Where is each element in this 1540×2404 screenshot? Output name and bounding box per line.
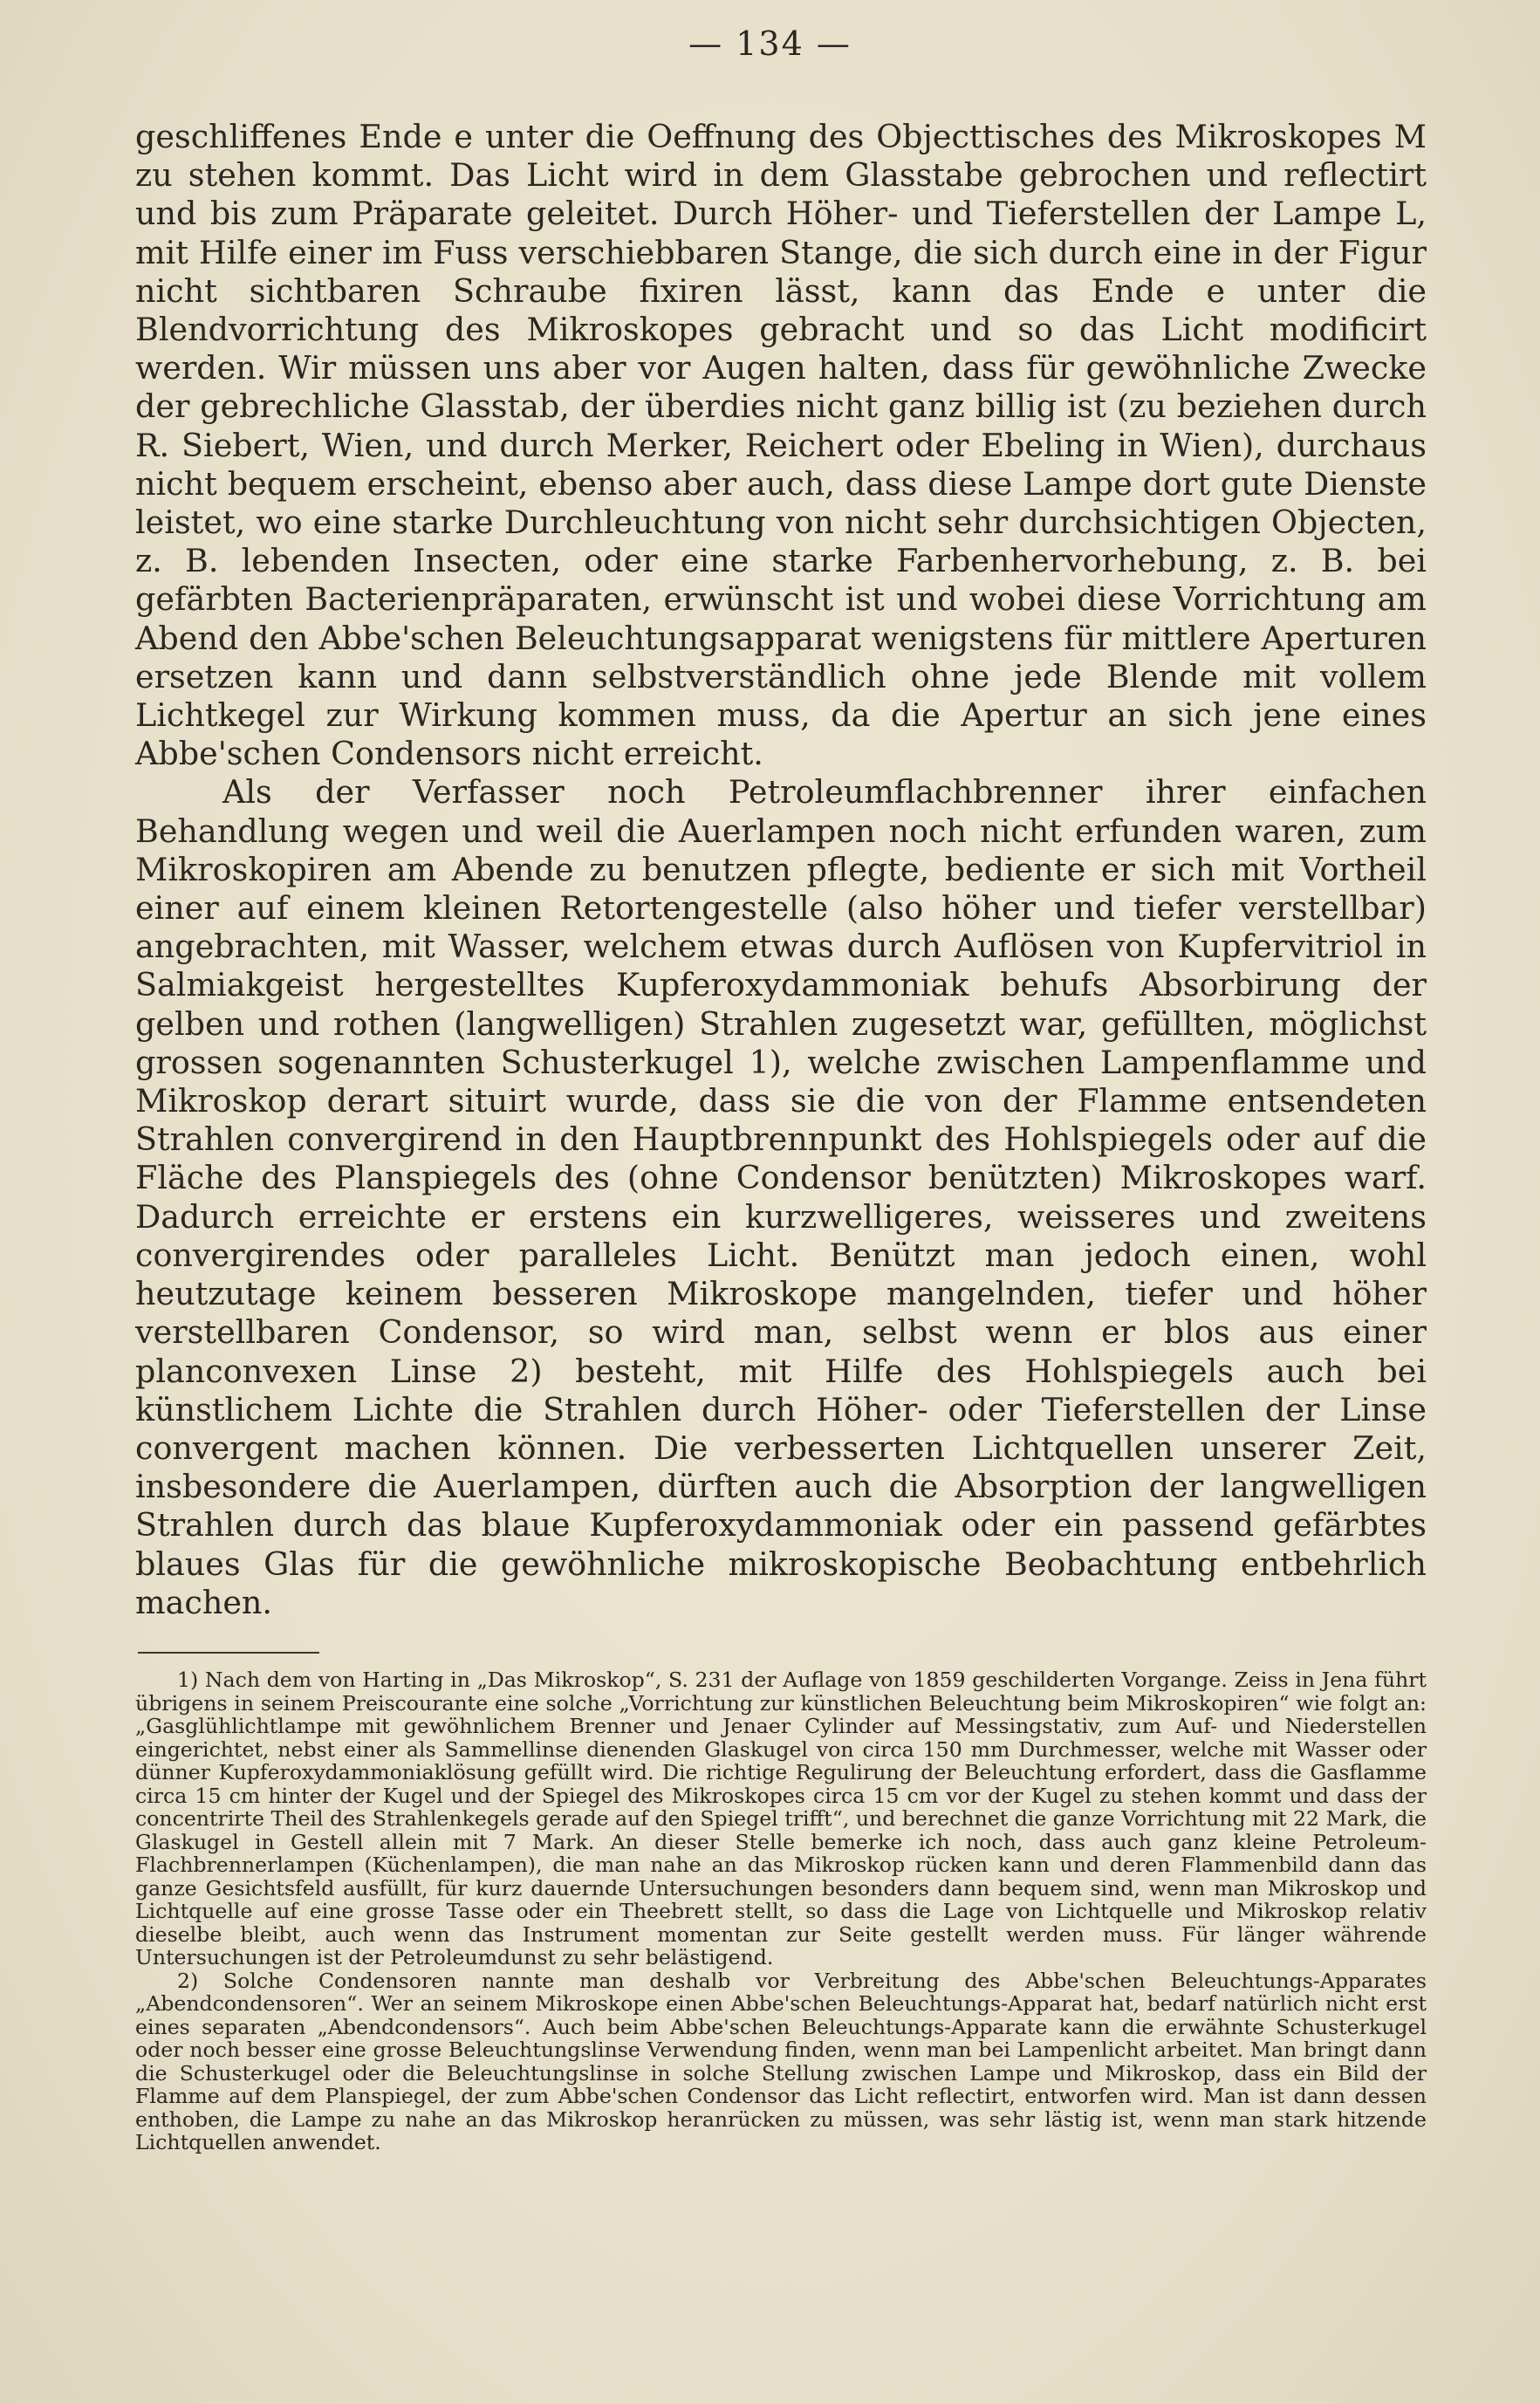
footnote-1: 1) Nach dem von Harting in „Das Mikroskop“, S. 231 der Auflage von 1859 geschilderten Vorgange. Zeiss in Jena führt übrigens in seinem Preiscourante eine solche „Vorrichtung zur künstlichen Beleuchtung beim Mikroskopiren“ wie folgt an: „Gasglühlichtlampe mit gewöhnlichem Brenner und Jenaer Cylinder auf Messingstativ, zum Auf- und Niederstellen eingerichtet, nebst einer als Sammellinse dienenden Glaskugel von circa 150 mm Durchmesser, welche mit Wasser oder dünner Kupferoxydammoniaklösung gefüllt wird. Die richtige Regulirung der Beleuchtung erfordert, dass die Gasflamme circa 15 cm hinter der Kugel und der Spiegel des Mikroskopes circa 15 cm vor der Kugel zu stehen kommt und dass der concentrirte Theil des Strahlenkegels gerade auf den Spiegel trifft“, und berechnet die ganze Vorrichtung mit 22 Mark, die Glaskugel in Gestell allein mit 7 Mark. An dieser Stelle bemerke ich noch, dass auch ganz kleine Petroleum-Flachbrennerlampen (Küchenlampen), die man nahe an das Mikroskop rücken kann und deren Flammenbild dann das ganze Gesichtsfeld ausfüllt, für kurz dauernde Untersuchungen besonders dann bequem sind, wenn man Mikroskop und Lichtquelle auf eine grosse Tasse oder ein Theebrett stellt, so dass die Lage von Lichtquelle und Mikroskop relativ dieselbe bleibt, auch wenn das Instrument momentan zur Seite gestellt werden muss. Für länger währende Untersuchungen ist der Petroleumdunst zu sehr belästigend. xyxy=(135,1668,1427,1969)
footnotes xyxy=(135,1668,1427,2154)
paragraph-1: geschliffenes Ende e unter die Oeffnung des Objecttisches des Mikroskopes M zu stehen kommt. Das Licht wird in dem Glasstabe gebrochen und reflectirt und bis zum Präparate geleitet. Durch Höher- und Tieferstellen der Lampe L, mit Hilfe einer im Fuss verschiebbaren Stange, die sich durch eine in der Figur nicht sichtbaren Schraube fixiren lässt, kann das Ende e unter die Blendvorrichtung des Mikroskopes gebracht und so das Licht modificirt werden. Wir müssen uns aber vor Augen halten, dass für gewöhnliche Zwecke der gebrechliche Glasstab, der überdies nicht ganz billig ist (zu beziehen durch R. Siebert, Wien, und durch Merker, Reichert oder Ebeling in Wien), durchaus nicht bequem erscheint, ebenso aber auch, dass diese Lampe dort gute Dienste leistet, wo eine starke Durchleuchtung von nicht sehr durchsichtigen Objecten, z. B. lebenden Insecten, oder eine starke Farbenhervorhebung, z. B. bei gefärbten Bacterienpräparaten, erwünscht ist und wobei diese Vorrichtung am Abend den Abbe'schen Beleuchtungsapparat wenigstens für mittlere Aperturen ersetzen kann und dann selbstverständlich ohne jede Blende mit vollem Lichtkegel zur Wirkung kommen muss, da die Apertur an sich jene eines Abbe'schen Condensors nicht erreicht. xyxy=(135,118,1427,773)
footnote-separator xyxy=(138,1652,319,1654)
main-text xyxy=(135,118,1427,1622)
paragraph-2: Als der Verfasser noch Petroleumflachbrenner ihrer einfachen Behandlung wegen und weil die Auerlampen noch nicht erfunden waren, zum Mikroskopiren am Abende zu benutzen pflegte, bediente er sich mit Vortheil einer auf einem kleinen Retortengestelle (also höher und tiefer verstellbar) angebrachten, mit Wasser, welchem etwas durch Auflösen von Kupfervitriol in Salmiakgeist hergestelltes Kupferoxydammoniak behufs Absorbirung der gelben und rothen (langwelligen) Strahlen zugesetzt war, gefüllten, möglichst grossen sogenannten Schusterkugel 1), welche zwischen Lampenflamme und Mikroskop derart situirt wurde, dass sie die von der Flamme entsendeten Strahlen convergirend in den Hauptbrennpunkt des Hohlspiegels oder auf die Fläche des Planspiegels des (ohne Condensor benützten) Mikroskopes warf. Dadurch erreichte er erstens ein kurzwelligeres, weisseres und zweitens convergirendes oder paralleles Licht. Benützt man jedoch einen, wohl heutzutage keinem besseren Mikroskope mangelnden, tiefer und höher verstellbaren Condensor, so wird man, selbst wenn er blos aus einer planconvexen Linse 2) besteht, mit Hilfe des Hohlspiegels auch bei künstlichem Lichte die Strahlen durch Höher- oder Tieferstellen der Linse convergent machen können. Die verbesserten Lichtquellen unserer Zeit, insbesondere die Auerlampen, dürften auch die Absorption der langwelligen Strahlen durch das blaue Kupferoxydammoniak oder ein passend gefärbtes blaues Glas für die gewöhnliche mikroskopische Beobachtung entbehrlich machen. xyxy=(135,773,1427,1621)
page-number: — 134 — xyxy=(688,24,852,63)
footnote-2: 2) Solche Condensoren nannte man deshalb vor Verbreitung des Abbe'schen Beleuchtungs-Apparates „Abendcondensoren“. Wer an seinem Mikroskope einen Abbe'schen Beleuchtungs-Apparat hat, bedarf natürlich nicht erst eines separaten „Abendcondensors“. Auch beim Abbe'schen Beleuchtungs-Apparate kann die erwähnte Schusterkugel oder noch besser eine grosse Beleuchtungslinse Verwendung finden, wenn man bei Lampenlicht arbeitet. Man bringt dann die Schusterkugel oder die Beleuchtungslinse in solche Stellung zwischen Lampe und Mikroskop, dass ein Bild der Flamme auf dem Planspiegel, der zum Abbe'schen Condensor das Licht reflectirt, entworfen wird. Man ist dann dessen enthoben, die Lampe zu nahe an das Mikroskop heranrücken zu müssen, was sehr lästig ist, wenn man stark hitzende Lichtquellen anwendet. xyxy=(135,1968,1427,2154)
